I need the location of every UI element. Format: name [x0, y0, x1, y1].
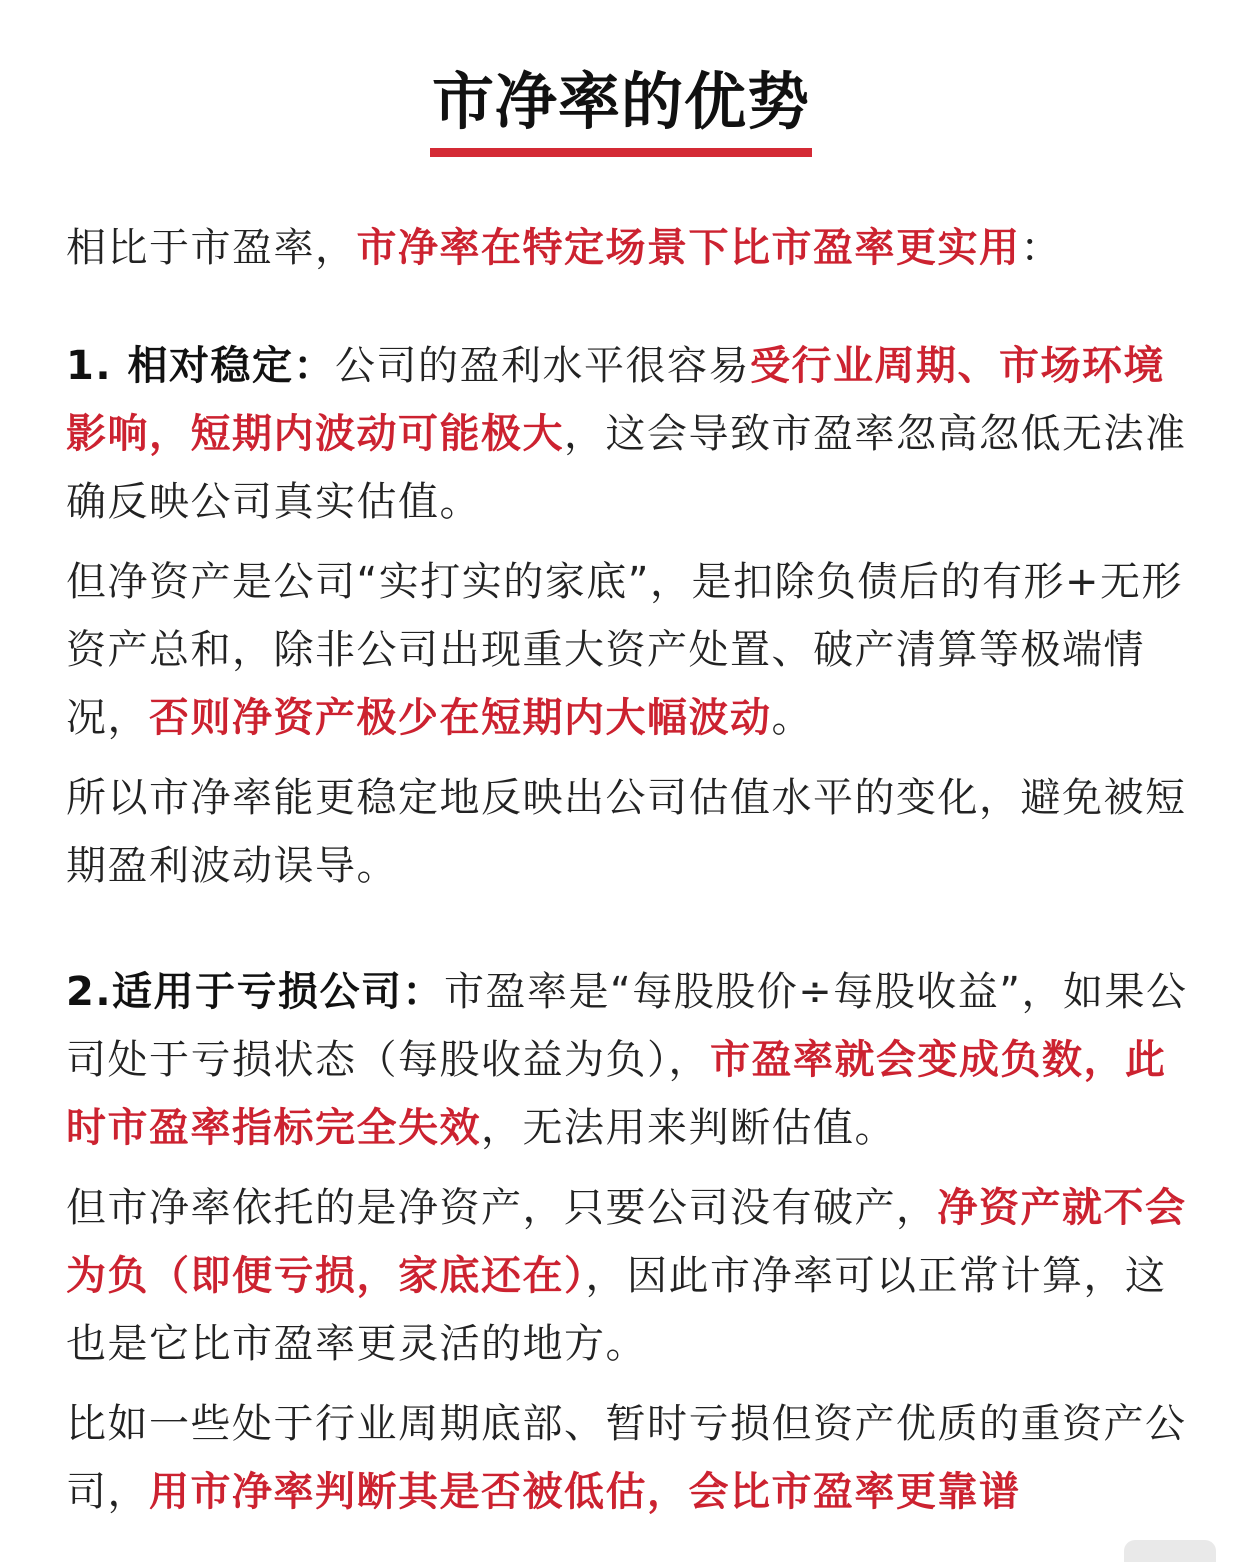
point1-text1: 公司的盈利水平很容易 — [334, 343, 750, 389]
point2-paragraph-3 — [66, 1390, 1198, 1526]
point2-para3-highlight: 用市净率判断其是否被低估，会比市盈率更靠谱 — [149, 1469, 1021, 1515]
article-body — [66, 214, 1198, 1538]
point2-heading: 2.适用于亏损公司： — [66, 969, 445, 1015]
point1-text2: ，这会导致市盈率忽高忽低无法准确反映公司真实估值。 — [66, 411, 1187, 525]
title-container — [0, 62, 1242, 157]
point1-heading: 1. 相对稳定： — [66, 343, 335, 389]
point1-highlight: 受行业周期、市场环境影响，短期内波动可能极大 — [66, 343, 1165, 457]
point2-text2: ，无法用来判断估值。 — [481, 1105, 896, 1151]
point1-paragraph-2 — [66, 548, 1198, 752]
point2-para2-end: ，因此市净率可以正常计算，这也是它比市盈率更灵活的地方。 — [66, 1253, 1167, 1367]
corner-tab — [1124, 1540, 1216, 1562]
point2-text1: 市盈率是“每股股价÷每股收益”，如果公司处于亏损状态（每股收益为负）， — [66, 969, 1188, 1083]
page-title: 市净率的优势 — [430, 62, 812, 157]
point2-paragraph — [66, 958, 1198, 1162]
point1-para3-text: 所以市净率能更稳定地反映出公司估值水平的变化，避免被短期盈利波动误导。 — [66, 775, 1187, 889]
point2-paragraph-2 — [66, 1174, 1198, 1378]
point1-para2-text: 但净资产是公司“实打实的家底”，是扣除负债后的有形+无形资产总和，除非公司出现重大资产处置、破产清算等极端情况， — [66, 559, 1183, 741]
point2-para2-highlight: 净资产就不会为负（即便亏损，家底还在） — [66, 1185, 1187, 1299]
point2-para3-text: 比如一些处于行业周期底部、暂时亏损但资产优质的重资产公司， — [66, 1401, 1187, 1515]
intro-paragraph — [66, 214, 1198, 282]
intro-highlight: 市净率在特定场景下比市盈率更实用 — [356, 225, 1021, 271]
point1-paragraph — [66, 332, 1198, 536]
point1-para2-end: 。 — [771, 695, 813, 741]
point1-paragraph-3 — [66, 764, 1198, 900]
point2-para2-text: 但市净率依托的是净资产，只要公司没有破产， — [66, 1185, 938, 1231]
point1-para2-highlight: 否则净资产极少在短期内大幅波动 — [149, 695, 772, 741]
intro-end: ： — [1020, 225, 1062, 271]
intro-text: 相比于市盈率， — [66, 225, 357, 271]
point2-highlight: 市盈率就会变成负数，此时市盈率指标完全失效 — [66, 1037, 1167, 1151]
